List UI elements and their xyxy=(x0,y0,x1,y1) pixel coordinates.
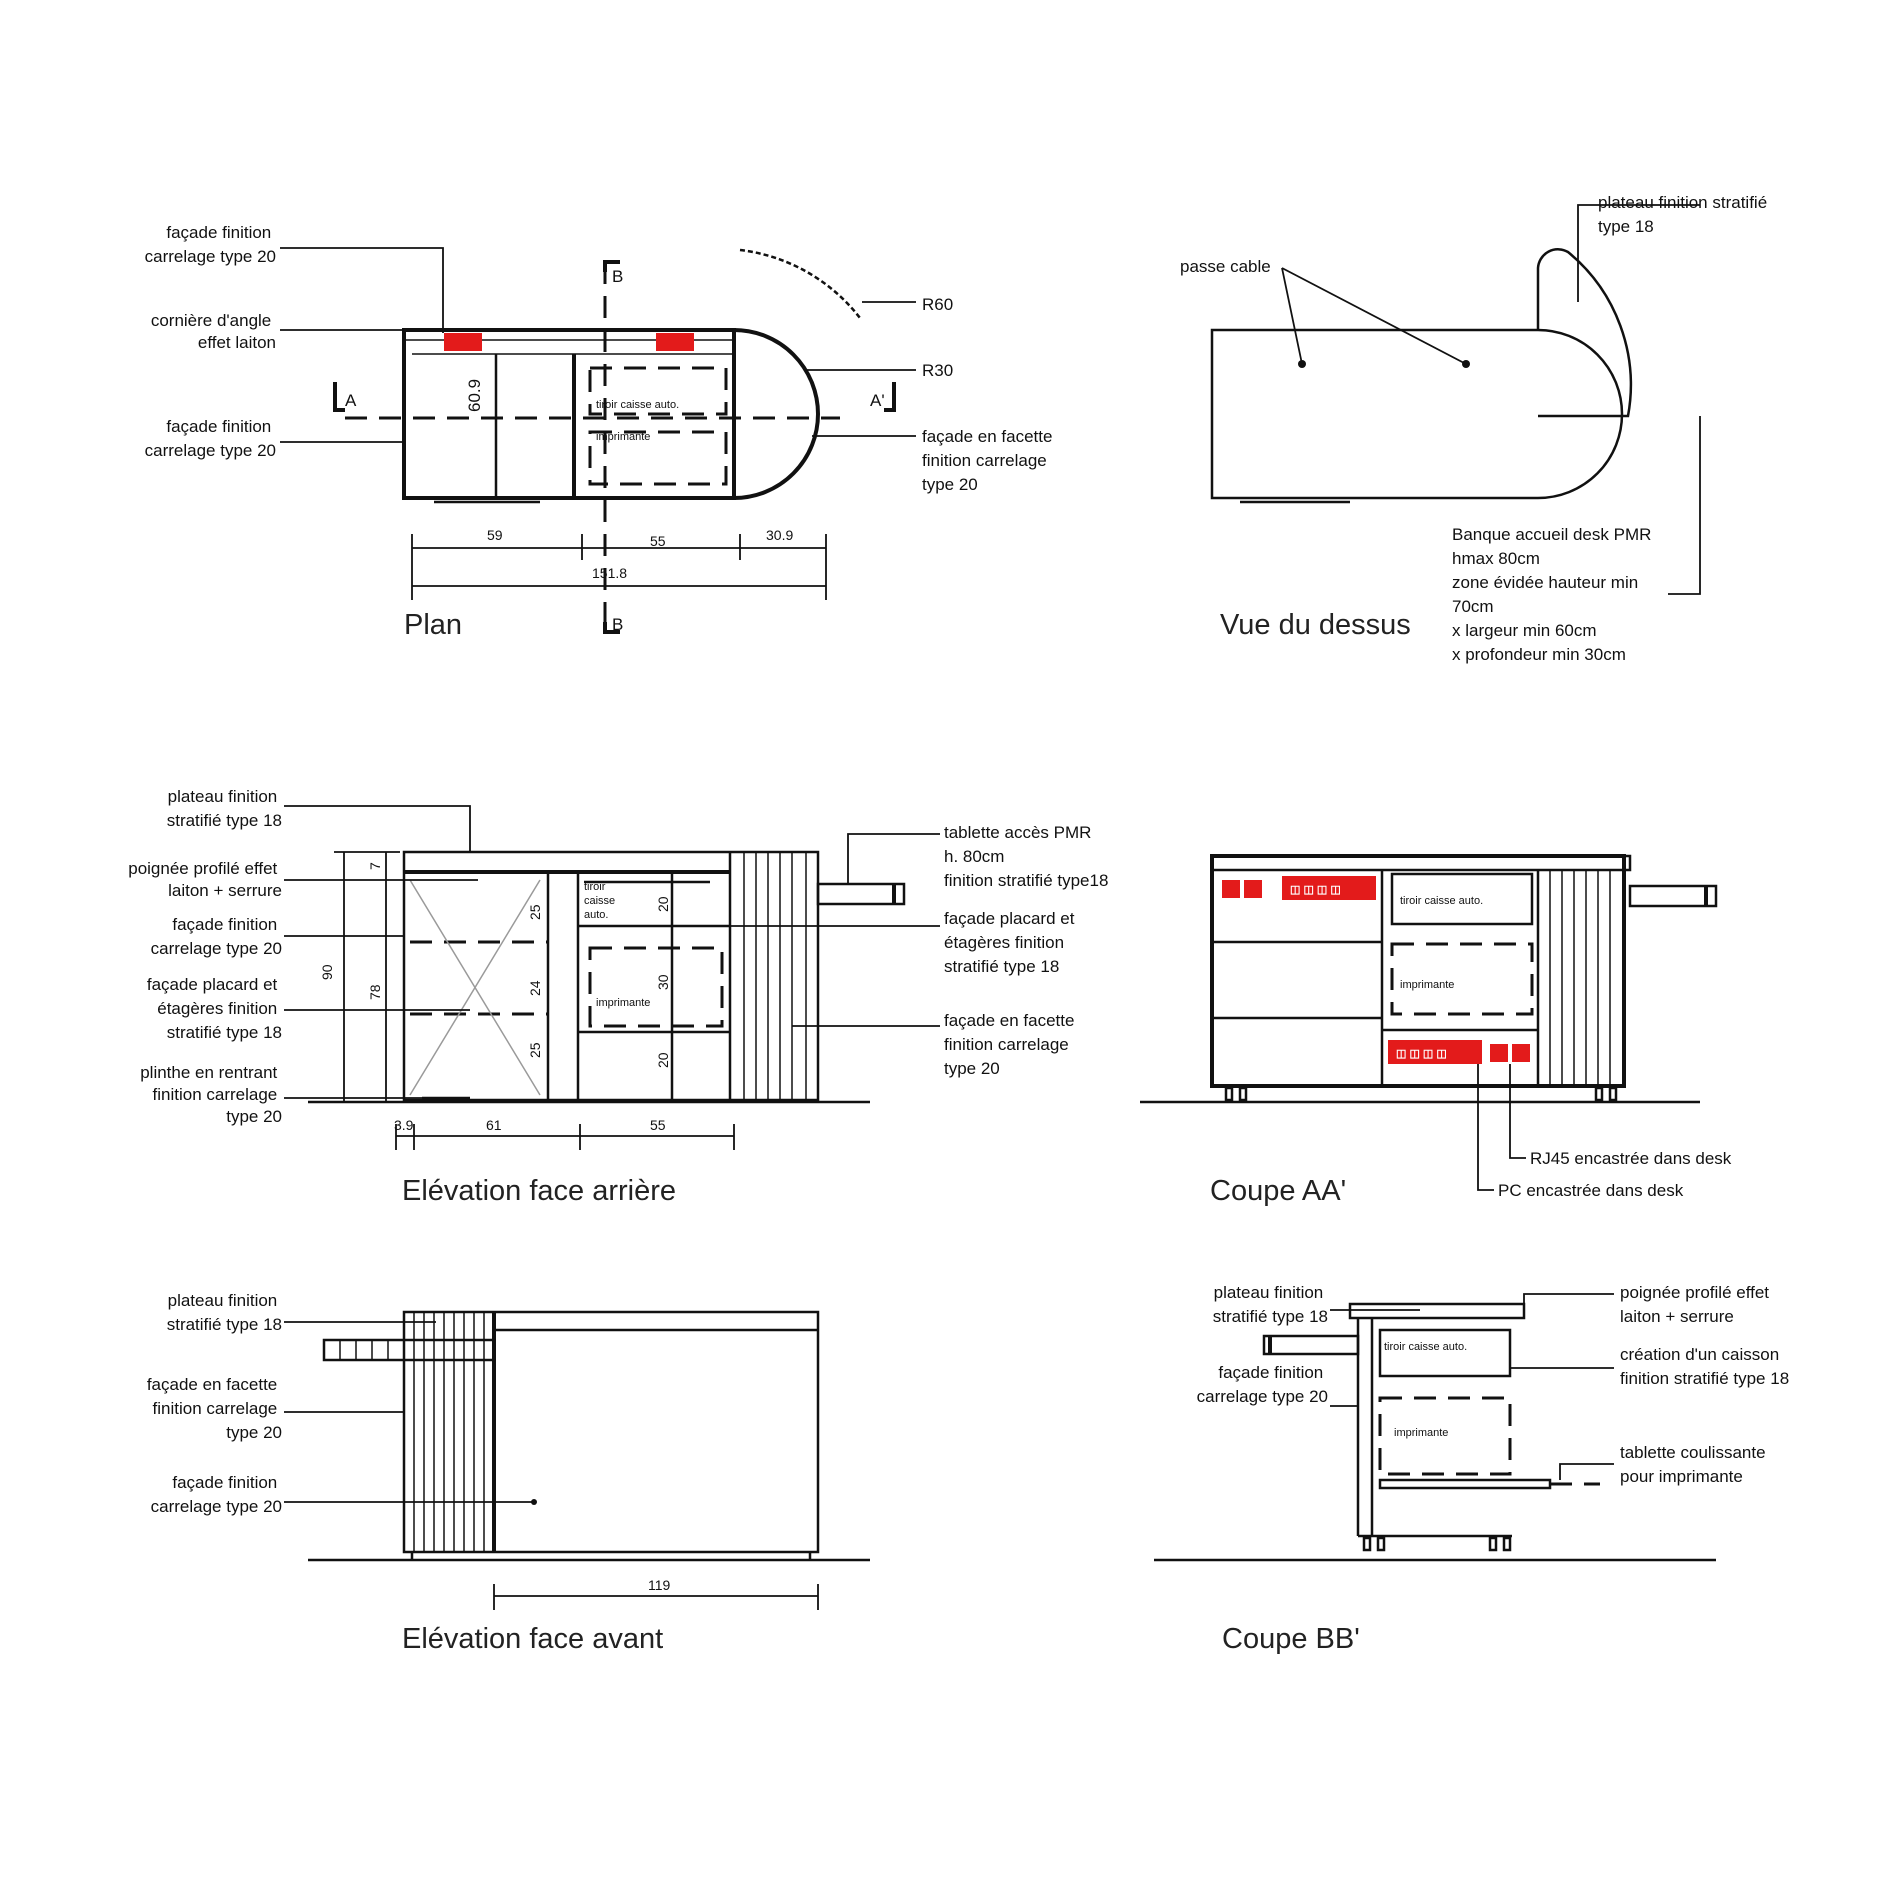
plan-section-b2-label: B xyxy=(612,615,624,634)
rear-label-facette: façade en facette finition carrelage type 20 xyxy=(944,1011,1075,1078)
plan-label-facade-top: façade finition carrelage type 20 xyxy=(144,223,276,266)
rear-vertical-dimension-lines xyxy=(334,852,400,1102)
plan-dim-55: 55 xyxy=(650,533,666,549)
bb-plateau xyxy=(1350,1304,1524,1318)
socket-icon xyxy=(1512,1044,1530,1062)
rear-vdim-20a: 20 xyxy=(655,896,671,912)
bb-tiroir-label: tiroir caisse auto. xyxy=(1384,1341,1468,1353)
plan-dim-30-9: 30.9 xyxy=(766,527,794,543)
rear-horizontal-dimension-lines xyxy=(396,1124,734,1150)
rear-label-tablette: tablette accès PMR h. 80cm finition stratifié type18 xyxy=(944,823,1109,890)
top-title: Vue du dessus xyxy=(1220,609,1411,641)
leader xyxy=(848,834,940,884)
bb-label-tablette: tablette coulissante pour imprimante xyxy=(1620,1443,1766,1486)
top-view xyxy=(1180,193,1772,664)
bb-label-poignee: poignée profilé effet laiton + serrure xyxy=(1620,1283,1770,1326)
section-aa-view xyxy=(1140,856,1732,1207)
rear-label-facade: façade finition carrelage type 20 xyxy=(150,915,282,958)
plan-section-mark-a-prime xyxy=(884,382,894,410)
front-tablette-hatch xyxy=(340,1340,388,1360)
aa-plateau xyxy=(1212,856,1630,870)
plan-section-a-label: A xyxy=(345,391,357,410)
leader xyxy=(1282,268,1302,364)
rj45-ports-icon: ◫ ◫ ◫ ◫ xyxy=(1290,884,1341,896)
plan-round-end xyxy=(734,330,818,498)
front-label-facette: façade en facette finition carrelage type 20 xyxy=(146,1375,282,1442)
rear-label-plateau: plateau finition stratifié type 18 xyxy=(166,787,282,830)
plan-title: Plan xyxy=(404,609,463,641)
rear-vdim-7: 7 xyxy=(367,862,383,870)
plan-label-facette: façade en facette finition carrelage type 20 xyxy=(922,427,1053,494)
plan-section-a-prime-label: A' xyxy=(870,391,885,410)
top-label-pmr-note: Banque accueil desk PMR hmax 80cm zone évidée hauteur min 70cm x largeur min 60cm x profondeur min 30cm xyxy=(1452,525,1652,664)
rear-tablette-pmr xyxy=(818,884,904,904)
leader xyxy=(1478,1064,1494,1190)
socket-icon xyxy=(1490,1044,1508,1062)
rear-tiroir-label: tiroir caisse auto. xyxy=(584,881,616,921)
rear-vdim-30: 30 xyxy=(655,974,671,990)
rear-vdim-25b: 25 xyxy=(527,1042,543,1058)
bb-label-facade: façade finition carrelage type 20 xyxy=(1196,1363,1328,1406)
front-label-facade: façade finition carrelage type 20 xyxy=(150,1473,282,1516)
rear-dim-3-9: 3.9 xyxy=(394,1117,414,1133)
socket-icon xyxy=(1222,880,1240,898)
bb-sliding-shelf xyxy=(1380,1480,1550,1488)
leader xyxy=(1668,416,1700,594)
plan-imprimante-label: imprimante xyxy=(596,431,651,443)
leader-dot xyxy=(531,1499,537,1505)
rear-label-poignee: poignée profilé effet laiton + serrure xyxy=(128,859,282,900)
leader xyxy=(1560,1464,1614,1480)
top-plateau-outline xyxy=(1538,249,1631,416)
bb-feet xyxy=(1364,1538,1510,1550)
aa-label-pc: PC encastrée dans desk xyxy=(1498,1181,1684,1200)
top-desk-outline xyxy=(1212,330,1622,498)
plan-label-r60: R60 xyxy=(922,295,954,314)
leader xyxy=(284,806,470,852)
aa-feet xyxy=(1226,1088,1616,1100)
rear-facette-stripes xyxy=(744,852,806,1100)
plan-label-facade-left: façade finition carrelage type 20 xyxy=(144,417,276,460)
plan-red-sockets xyxy=(444,333,694,351)
rear-label-placard: façade placard et étagères finition stratifié type 18 xyxy=(146,975,282,1042)
front-tablette xyxy=(324,1340,494,1360)
aa-imprimante-label: imprimante xyxy=(1400,979,1455,991)
pc-ports-icon: ◫ ◫ ◫ ◫ xyxy=(1396,1048,1447,1060)
aa-tiroir-label: tiroir caisse auto. xyxy=(1400,895,1484,907)
rear-label-plinthe: plinthe en rentrant finition carrelage type 20 xyxy=(140,1063,282,1126)
aa-label-rj45: RJ45 encastrée dans desk xyxy=(1530,1149,1732,1168)
rear-title: Elévation face arrière xyxy=(402,1175,677,1207)
front-title: Elévation face avant xyxy=(402,1623,664,1655)
plan-view xyxy=(145,223,1058,641)
top-label-plateau: plateau finition stratifié type 18 xyxy=(1598,193,1768,236)
section-bb-view xyxy=(1154,1283,1789,1655)
leader xyxy=(280,248,443,333)
bb-imprimante-label: imprimante xyxy=(1394,1427,1449,1439)
plan-depth-dim: 60.9 xyxy=(465,378,484,412)
rear-vdim-78: 78 xyxy=(367,984,383,1000)
rear-dim-55: 55 xyxy=(650,1117,666,1133)
aa-facette-stripes xyxy=(1550,870,1610,1086)
front-facette-stripes xyxy=(414,1312,484,1552)
front-label-plateau: plateau finition stratifié type 18 xyxy=(166,1291,282,1334)
rear-vdim-20b: 20 xyxy=(655,1052,671,1068)
socket-icon xyxy=(444,333,482,351)
plan-label-r30: R30 xyxy=(922,361,954,380)
front-dim-119: 119 xyxy=(648,1577,671,1593)
rear-vdim-25a: 25 xyxy=(527,904,543,920)
plan-label-corniere: cornière d'angle effet laiton xyxy=(150,311,276,352)
plan-section-mark-a xyxy=(335,382,345,410)
plan-dim-151-8: 151.8 xyxy=(592,565,628,581)
rear-vdim-24: 24 xyxy=(527,980,543,996)
socket-icon xyxy=(1244,880,1262,898)
rear-imprimante-label: imprimante xyxy=(596,997,651,1009)
bb-label-plateau: plateau finition stratifié type 18 xyxy=(1212,1283,1328,1326)
aa-socket-group-top xyxy=(1222,876,1376,900)
rear-dim-61: 61 xyxy=(486,1117,502,1133)
plan-tiroir-label: tiroir caisse auto. xyxy=(596,399,680,411)
aa-socket-group-bottom xyxy=(1388,1040,1530,1064)
rear-elevation-view xyxy=(128,787,1108,1207)
bb-title: Coupe BB' xyxy=(1222,1623,1360,1655)
rear-label-placard-right: façade placard et étagères finition stratifié type 18 xyxy=(944,909,1075,976)
bb-label-caisson: création d'un caisson finition stratifié type 18 xyxy=(1620,1345,1790,1388)
bb-tablette xyxy=(1264,1336,1358,1354)
aa-tablette xyxy=(1630,886,1716,906)
front-elevation-view xyxy=(147,1291,870,1655)
leader xyxy=(1510,1064,1526,1158)
plan-section-b-label: B xyxy=(612,267,624,286)
aa-title: Coupe AA' xyxy=(1210,1175,1347,1207)
socket-icon xyxy=(656,333,694,351)
plan-dim-59: 59 xyxy=(487,527,503,543)
bb-drawer xyxy=(1380,1330,1510,1376)
plan-r60-arc xyxy=(740,250,860,318)
leader xyxy=(1524,1294,1614,1318)
rear-vdim-90: 90 xyxy=(319,964,335,980)
top-label-passe-cable: passe cable xyxy=(1180,257,1271,276)
leader xyxy=(1282,268,1466,364)
front-desk-outline xyxy=(404,1312,818,1552)
